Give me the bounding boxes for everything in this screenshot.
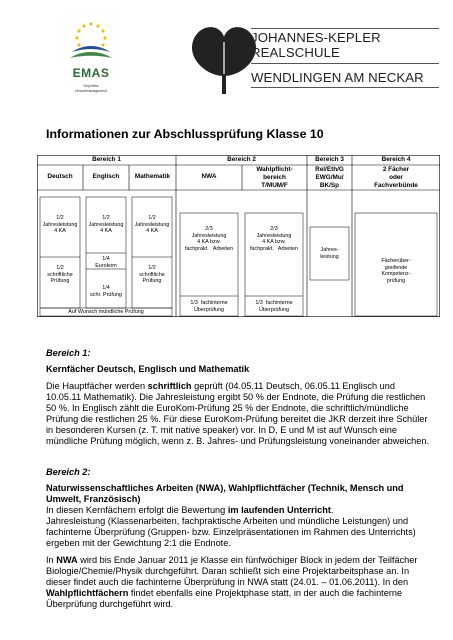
emas-logo [62,18,120,102]
section-1-line-6: mündliche Prüfung möglich, wenn z. B. Jahres- und Prüfungsleistung voneinander abweichen. [46,436,430,446]
section-2-subheading-line-1: Naturwissenschaftliches Arbeiten (NWA), Wahlpflichtfächer (Technik, Mensch und [46,483,404,493]
subject-wahlpflicht-line-2: bereich [263,174,286,181]
subject-rel-line-3: BK/Sp [319,182,340,189]
emas-subline-1: Geprüftes [83,84,99,88]
subject-wahlpflicht-line-1: Wahlpflicht- [256,166,293,173]
school-name-line-1: JOHANNES-KEPLER [251,30,381,45]
section-1-line-2: 10.05.11 Mathematik). Die Jahresleistung ergibt 50 % der Endnote, die Prüfung die restlichen [46,392,426,402]
rel-line-1: Jahres- [320,247,339,253]
mathe-bottom-1: 1/2 [148,265,156,271]
oral-exam-note: Auf Wunsch mündliche Prüfung [68,309,144,315]
wpf-bottom-2: Überprüfung [259,306,289,313]
englisch-bottom-1: 1/4 [102,285,110,291]
subject-rel-line-2: EWG/Mu/ [315,174,344,181]
wpf-top-4: fachprakt. Arbeiten [250,245,298,252]
emas-emblem-icon [62,18,120,68]
exam-structure-table [37,155,440,317]
section-2-p2-line-2: Biologie/Chemie/Physik durchgeführt. Daran schließt sich eine Projektarbeitsphase an. In [46,566,410,576]
englisch-mid-2: Eurokom [95,262,117,269]
mathe-jahresleistung [132,215,172,235]
englisch-top-2: Jahresleistung [88,221,124,228]
section-1-heading: Bereich 1: [46,348,91,358]
zwei-line-3: Kompetenz- [381,271,411,277]
subject-zwei-line-1: 2 Fächer [382,166,410,173]
school-name-line-2: REALSCHULE [251,45,340,60]
subject-rel [307,166,352,190]
school-rule-middle [251,63,439,64]
englisch-top-3: 4 KA [100,228,112,234]
rel-jahresleistung [310,247,349,260]
subject-zwei-line-2: oder [389,174,403,181]
section-2-heading: Bereich 2: [46,467,91,477]
section-2-subheading-line-2: Umwelt, Französisch) [46,494,141,504]
zwei-line-1: Fächerüber- [381,258,411,264]
wpf-jahresleistung [245,226,303,252]
deutsch-top-1: 1/2 [56,215,64,221]
school-rule-bottom [251,87,439,88]
mathe-top-3: 4 KA [146,228,158,234]
subject-zwei-faecher [352,166,440,190]
subject-deutsch: Deutsch [47,173,73,180]
section-2-p2-line-5: Überprüfung durchgeführt wird. [46,599,174,609]
subject-nwa: NWA [201,173,217,180]
nwa-ueberpruefung [180,300,238,313]
nwa-jahresleistung [180,226,238,252]
section-1-subheading: Kernfächer Deutsch, Englisch und Mathematik [46,364,250,374]
area-3-header: Bereich 3 [315,156,344,163]
nwa-top-3: 4 KA bzw. [197,239,221,245]
page-title: Informationen zur Abschlussprüfung Klasse 10 [46,127,324,141]
section-2-p2-line-4: Wahlpflichtfächern findet ebenfalls eine Projektphase statt, in der auch die fachinterne [46,588,403,598]
englisch-jahresleistung [86,215,126,235]
subject-englisch: Englisch [92,173,120,180]
englisch-mid-1: 1/4 [102,256,110,262]
deutsch-bottom-1: 1/2 [56,265,64,271]
englisch-top-1: 1/2 [102,215,110,221]
nwa-top-2: Jahresleistung [191,232,227,239]
deutsch-bottom-3: Prüfung [50,278,70,284]
englisch-pruefung [86,285,126,298]
wpf-top-1: 2/3 [270,226,278,232]
subject-zwei-line-3: Fachverbünde [374,182,418,189]
deutsch-top-2: Jahresleistung [42,221,78,228]
nwa-top-1: 2/3 [205,226,213,232]
wpf-ueberpruefung [245,300,303,313]
section-1-line-1: Die Hauptfächer werden schriftlich geprüft (04.05.11 Deutsch, 06.05.11 Englisch und [46,381,395,391]
englisch-bottom-2: schr. Prüfung [90,291,122,298]
school-location: WENDLINGEN AM NECKAR [251,70,424,85]
section-2-p2-line-3: dieser findet auch die fachinterne Überprüfung in NWA statt (24.01. – 01.06.2011). In den [46,577,409,587]
area-2-header: Bereich 2 [227,156,256,163]
section-2-p2-line-1: In NWA wird bis Ende Januar 2011 je Klasse ein fünfwöchiger Block in jedem der Teilfächer [46,555,418,565]
nwa-bottom-1: 1/3 fachinterne [190,300,228,306]
wpf-bottom-1: 1/3 fachinterne [255,300,293,306]
deutsch-top-3: 4 KA [54,228,66,234]
mathe-pruefung [132,265,172,285]
linden-leaf-icon [188,18,260,98]
deutsch-bottom-2: schriftliche [47,271,73,278]
kompetenzpruefung [355,258,437,284]
area-1-header: Bereich 1 [92,156,121,163]
section-2-paragraph-2 [46,555,440,610]
school-rule-top [251,28,439,29]
mathe-bottom-3: Prüfung [142,278,162,284]
emas-wordmark: EMAS [72,66,110,80]
section-1-line-4: Prüfung die restlichen 25 %. Für diese EuroKom-Prüfung bereitet die JKR derzeit ihre Schüler [46,414,428,424]
rel-line-2: leistung [320,253,339,260]
nwa-top-4: fachprakt. Arbeiten [185,245,233,252]
subject-rel-line-1: Rel/Eth/G [315,166,344,173]
section-2-subheading [46,483,440,505]
section-1-line-3: 50 %. In Englisch zählt die EuroKom-Prüfung 25 % der Endnote, die schriftlich/mündliche [46,403,409,413]
deutsch-pruefung [40,265,80,285]
mathe-top-2: Jahresleistung [134,221,170,228]
emas-subline-2: Umweltmanagement [74,89,108,93]
section-2-p1-line-3: fachinterne Überprüfung (Gruppen- bzw. Einzelpräsentationen im Rahmen des Unterrichts) [46,527,416,537]
subject-wahlpflicht [242,166,307,190]
subject-wahlpflicht-line-3: T/MUM/F [261,182,288,189]
wpf-top-2: Jahresleistung [256,232,292,239]
area-4-header: Bereich 4 [381,156,411,163]
wpf-top-3: 4 KA bzw. [262,239,286,245]
zwei-line-4: prüfung [386,277,406,284]
section-2-paragraph-1 [46,505,440,549]
section-1-paragraph [46,381,440,447]
mathe-bottom-2: schriftliche [139,271,165,278]
subject-mathematik: Mathematik [134,173,171,180]
section-2-p1-line-4: ergeben mit der Gewichtung 2:1 die Endnote. [46,538,231,548]
zwei-line-2: greifende [384,264,408,271]
section-2-p1-line-2: Jahresleistung (Klassenarbeiten, fachpraktische Arbeiten und mündliche Leistungen) und [46,516,409,526]
nwa-bottom-2: Überprüfung [194,306,224,313]
englisch-eurokom [86,256,126,269]
mathe-top-1: 1/2 [148,215,156,221]
school-logo [188,18,260,98]
deutsch-jahresleistung [40,215,80,235]
section-2-p1-line-1: In diesen Kernfächern erfolgt die Bewertung im laufenden Unterricht. [46,505,334,515]
section-1-line-5: in besonderen Kursen (z. T. mit native speaker) vor. In D, E und M ist auf Wunsch eine [46,425,397,435]
